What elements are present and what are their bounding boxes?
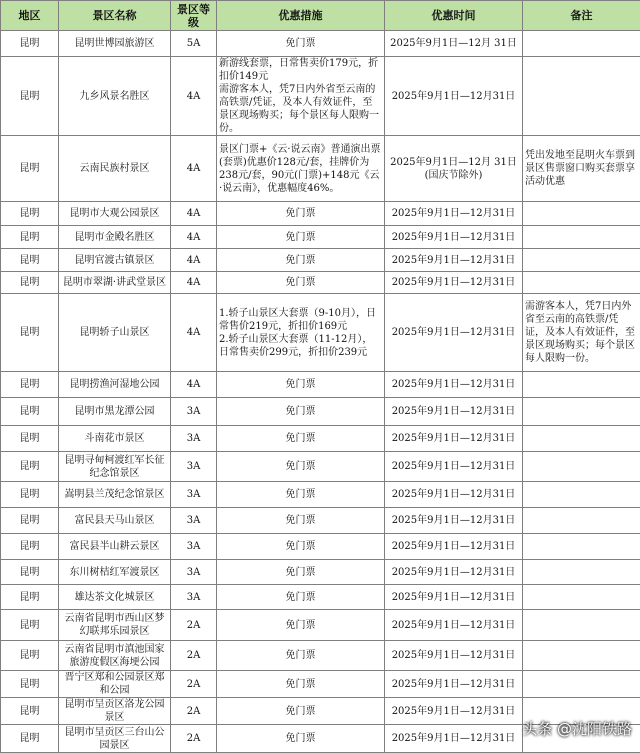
note-cell: 凭出发地至昆明火车票到景区售票窗口购买套票享活动优惠 — [523, 136, 640, 202]
level-cell: 3A — [171, 560, 217, 585]
scenic-name-cell: 雄达茶文化城景区 — [59, 585, 171, 610]
time-cell: 2025年9月1日—12月31日 — [385, 426, 523, 452]
offer-cell: 免门票 — [217, 585, 385, 610]
offer-cell: 免门票 — [217, 426, 385, 452]
scenic-name-cell: 昆明市呈贡区三台山公园景区 — [59, 725, 171, 753]
header-cell: 景区等级 — [171, 1, 217, 31]
offer-cell: 新游线套票，日常售卖价179元，折扣价149元 需游客本人，凭7日内外省至云南的高铁票/凭证，及本人有效证件，至景区现场购买；每个景区每人限购一份。 — [217, 57, 385, 136]
region-cell: 昆明 — [1, 426, 59, 452]
time-cell: 2025年9月1日—12月31日 — [385, 508, 523, 534]
header-cell: 优惠措施 — [217, 1, 385, 31]
time-cell: 2025年9月1日—12月31日 — [385, 641, 523, 671]
table-row — [1, 249, 640, 272]
scenic-name-cell: 嵩明县兰茂纪念馆景区 — [59, 482, 171, 508]
region-cell: 昆明 — [1, 725, 59, 753]
note-cell — [523, 372, 640, 398]
region-cell: 昆明 — [1, 202, 59, 226]
region-cell: 昆明 — [1, 294, 59, 372]
time-cell: 2025年9月1日—12月31日 — [385, 585, 523, 610]
offer-cell: 免门票 — [217, 698, 385, 725]
offer-cell: 免门票 — [217, 398, 385, 426]
offer-cell: 免门票 — [217, 372, 385, 398]
offer-cell: 免门票 — [217, 272, 385, 294]
header-cell: 景区名称 — [59, 1, 171, 31]
note-cell: 需游客本人，凭7日内外省至云南的高铁票/凭证，及本人有效证件，至景区现场购买；每个景区每人限购一份。 — [523, 294, 640, 372]
offer-cell: 免门票 — [217, 31, 385, 57]
offer-cell: 1.轿子山景区大套票（9-10月），日常售价219元，折扣价169元 2.轿子山景区大套票（11-12月），日常售卖价299元，折扣价239元 — [217, 294, 385, 372]
watermark-text: 头条 @沈阳铁路 — [522, 718, 632, 739]
region-cell: 昆明 — [1, 398, 59, 426]
region-cell: 昆明 — [1, 249, 59, 272]
note-cell — [523, 641, 640, 671]
level-cell: 2A — [171, 725, 217, 753]
table-row — [1, 372, 640, 398]
time-cell: 2025年9月1日—12月31日 — [385, 202, 523, 226]
time-cell: 2025年9月1日—12月 31日 (国庆节除外) — [385, 136, 523, 202]
level-cell: 4A — [171, 136, 217, 202]
level-cell: 5A — [171, 31, 217, 57]
scenic-name-cell: 昆明市金殿名胜区 — [59, 226, 171, 249]
note-cell — [523, 482, 640, 508]
header-row — [1, 1, 640, 31]
time-cell: 2025年9月1日—12月31日 — [385, 560, 523, 585]
level-cell: 4A — [171, 249, 217, 272]
header-cell: 优惠时间 — [385, 1, 523, 31]
scenic-name-cell: 昆明市大观公园景区 — [59, 202, 171, 226]
level-cell: 2A — [171, 610, 217, 641]
region-cell: 昆明 — [1, 272, 59, 294]
scenic-name-cell: 富民县天马山景区 — [59, 508, 171, 534]
offer-cell: 免门票 — [217, 452, 385, 482]
note-cell — [523, 585, 640, 610]
note-cell — [523, 272, 640, 294]
time-cell: 2025年9月1日—12月31日 — [385, 249, 523, 272]
scenic-name-cell: 东川树桔红军渡景区 — [59, 560, 171, 585]
time-cell: 2025年9月1日—12月 31日 — [385, 31, 523, 57]
offer-cell: 免门票 — [217, 482, 385, 508]
note-cell — [523, 426, 640, 452]
time-cell: 2025年9月1日—12月31日 — [385, 272, 523, 294]
offer-cell: 免门票 — [217, 508, 385, 534]
offer-cell: 免门票 — [217, 725, 385, 753]
region-cell: 昆明 — [1, 482, 59, 508]
region-cell: 昆明 — [1, 641, 59, 671]
time-cell: 2025年9月1日—12月31日 — [385, 610, 523, 641]
table-row — [1, 610, 640, 641]
table-row — [1, 452, 640, 482]
offer-cell: 免门票 — [217, 534, 385, 560]
table-row — [1, 398, 640, 426]
note-cell — [523, 57, 640, 136]
level-cell: 4A — [171, 372, 217, 398]
note-cell — [523, 202, 640, 226]
offer-cell: 免门票 — [217, 560, 385, 585]
level-cell: 3A — [171, 508, 217, 534]
level-cell: 4A — [171, 226, 217, 249]
level-cell: 4A — [171, 294, 217, 372]
scenic-name-cell: 云南省昆明市滇池国家旅游度假区海埂公园 — [59, 641, 171, 671]
table-row — [1, 294, 640, 372]
table-row — [1, 226, 640, 249]
time-cell: 2025年9月1日—12月31日 — [385, 725, 523, 753]
scenic-name-cell: 昆明寻甸柯渡红军长征纪念馆景区 — [59, 452, 171, 482]
table-row — [1, 671, 640, 698]
watermark — [522, 718, 632, 739]
region-cell: 昆明 — [1, 560, 59, 585]
table-row — [1, 272, 640, 294]
offer-cell: 景区门票+《云·说云南》普通演出票(套票)优惠价128元/套，挂牌价为238元/套，90元(门票)+148元《云·说云南》，优惠幅度46%。 — [217, 136, 385, 202]
header-cell: 备注 — [523, 1, 640, 31]
note-cell — [523, 31, 640, 57]
note-cell — [523, 226, 640, 249]
offer-cell: 免门票 — [217, 641, 385, 671]
region-cell: 昆明 — [1, 372, 59, 398]
note-cell — [523, 398, 640, 426]
scenic-name-cell: 昆明市呈贡区洛龙公园景区 — [59, 698, 171, 725]
time-cell: 2025年9月1日—12月31日 — [385, 226, 523, 249]
table-row — [1, 534, 640, 560]
scenic-name-cell: 富民县半山耕云景区 — [59, 534, 171, 560]
note-cell — [523, 560, 640, 585]
region-cell: 昆明 — [1, 136, 59, 202]
table-row — [1, 482, 640, 508]
table-row — [1, 560, 640, 585]
level-cell: 2A — [171, 698, 217, 725]
level-cell: 4A — [171, 202, 217, 226]
region-cell: 昆明 — [1, 585, 59, 610]
region-cell: 昆明 — [1, 452, 59, 482]
time-cell: 2025年9月1日—12月31日 — [385, 57, 523, 136]
level-cell: 2A — [171, 671, 217, 698]
region-cell: 昆明 — [1, 534, 59, 560]
note-cell — [523, 452, 640, 482]
offer-cell: 免门票 — [217, 202, 385, 226]
time-cell: 2025年9月1日—12月31日 — [385, 534, 523, 560]
scenic-name-cell: 昆明官渡古镇景区 — [59, 249, 171, 272]
level-cell: 3A — [171, 534, 217, 560]
level-cell: 3A — [171, 426, 217, 452]
level-cell: 3A — [171, 452, 217, 482]
table-row — [1, 508, 640, 534]
region-cell: 昆明 — [1, 610, 59, 641]
note-cell — [523, 610, 640, 641]
note-cell — [523, 249, 640, 272]
table-row — [1, 136, 640, 202]
time-cell: 2025年9月1日—12月31日 — [385, 452, 523, 482]
level-cell: 4A — [171, 272, 217, 294]
scenic-name-cell: 昆明市黑龙潭公园 — [59, 398, 171, 426]
scenic-name-cell: 晋宁区郑和公园景区郑和公园 — [59, 671, 171, 698]
table-row — [1, 57, 640, 136]
scenic-name-cell: 九乡风景名胜区 — [59, 57, 171, 136]
note-cell — [523, 508, 640, 534]
region-cell: 昆明 — [1, 508, 59, 534]
level-cell: 4A — [171, 57, 217, 136]
scenic-name-cell: 昆明轿子山景区 — [59, 294, 171, 372]
note-cell — [523, 534, 640, 560]
level-cell: 3A — [171, 585, 217, 610]
header-cell: 地区 — [1, 1, 59, 31]
note-cell — [523, 671, 640, 698]
time-cell: 2025年9月1日—12月31日 — [385, 698, 523, 725]
region-cell: 昆明 — [1, 57, 59, 136]
time-cell: 2025年9月1日—12月31日 — [385, 482, 523, 508]
region-cell: 昆明 — [1, 31, 59, 57]
scenic-name-cell: 斗南花市景区 — [59, 426, 171, 452]
offer-cell: 免门票 — [217, 610, 385, 641]
scenic-name-cell: 昆明市翠湖·讲武堂景区 — [59, 272, 171, 294]
offer-cell: 免门票 — [217, 249, 385, 272]
region-cell: 昆明 — [1, 671, 59, 698]
scenic-name-cell: 昆明捞渔河湿地公园 — [59, 372, 171, 398]
table-row — [1, 31, 640, 57]
level-cell: 3A — [171, 398, 217, 426]
time-cell: 2025年9月1日—12月31日 — [385, 294, 523, 372]
scenic-name-cell: 云南省昆明市西山区梦幻联邦乐园景区 — [59, 610, 171, 641]
region-cell: 昆明 — [1, 226, 59, 249]
level-cell: 3A — [171, 482, 217, 508]
table-row — [1, 585, 640, 610]
time-cell: 2025年9月1日—12月31日 — [385, 398, 523, 426]
time-cell: 2025年9月1日—12月31日 — [385, 372, 523, 398]
time-cell: 2025年9月1日—12月31日 — [385, 671, 523, 698]
table-row — [1, 641, 640, 671]
region-cell: 昆明 — [1, 698, 59, 725]
scenic-name-cell: 云南民族村景区 — [59, 136, 171, 202]
scenic-name-cell: 昆明世博园旅游区 — [59, 31, 171, 57]
level-cell: 2A — [171, 641, 217, 671]
table-row — [1, 426, 640, 452]
table-row — [1, 202, 640, 226]
offer-cell: 免门票 — [217, 671, 385, 698]
offer-cell: 免门票 — [217, 226, 385, 249]
